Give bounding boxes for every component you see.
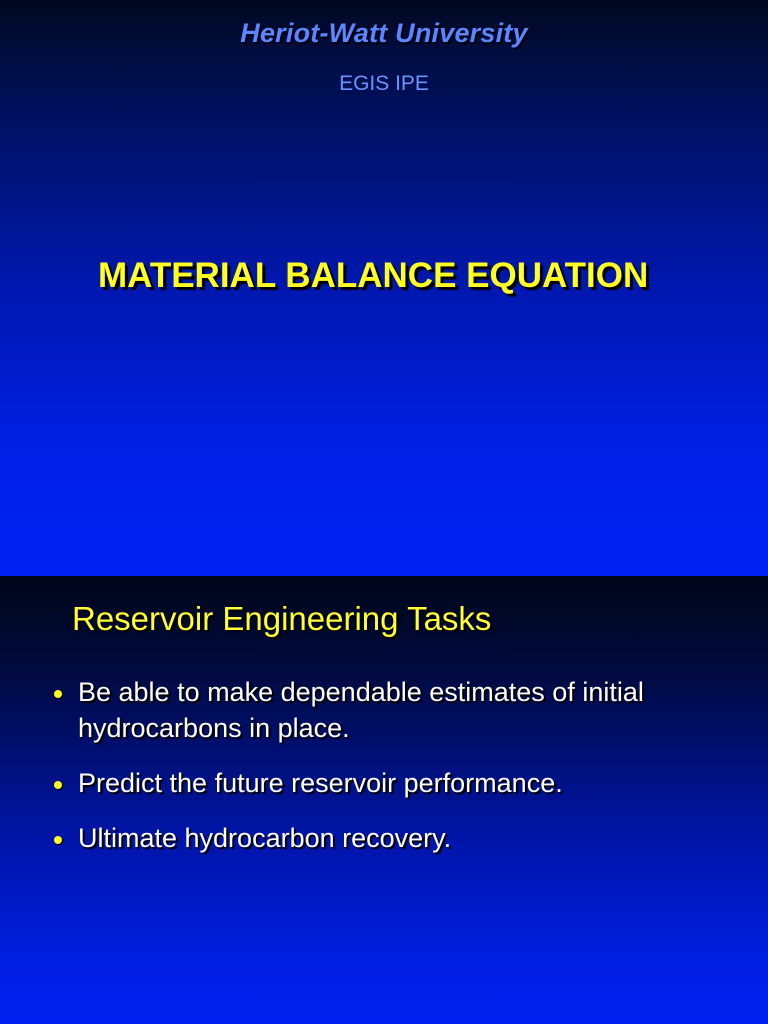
program-name: EGIS IPE <box>339 72 429 95</box>
bullet-text: Be able to make dependable estimates of initial hydrocarbons in place. <box>78 677 644 743</box>
bullet-item <box>50 674 740 746</box>
slide-title: MATERIAL BALANCE EQUATION <box>98 256 649 295</box>
bullet-item <box>50 765 740 801</box>
bullet-item <box>50 820 740 856</box>
bullet-dot-icon <box>54 836 62 844</box>
content-slide <box>0 576 768 1024</box>
bullet-text: Predict the future reservoir performance. <box>78 768 563 798</box>
bullet-dot-icon <box>54 781 62 789</box>
bullet-dot-icon <box>54 690 62 698</box>
bullet-list <box>50 674 740 875</box>
section-heading: Reservoir Engineering Tasks <box>72 600 492 637</box>
university-name: Heriot-Watt University <box>240 18 528 48</box>
bullet-text: Ultimate hydrocarbon recovery. <box>78 823 452 853</box>
